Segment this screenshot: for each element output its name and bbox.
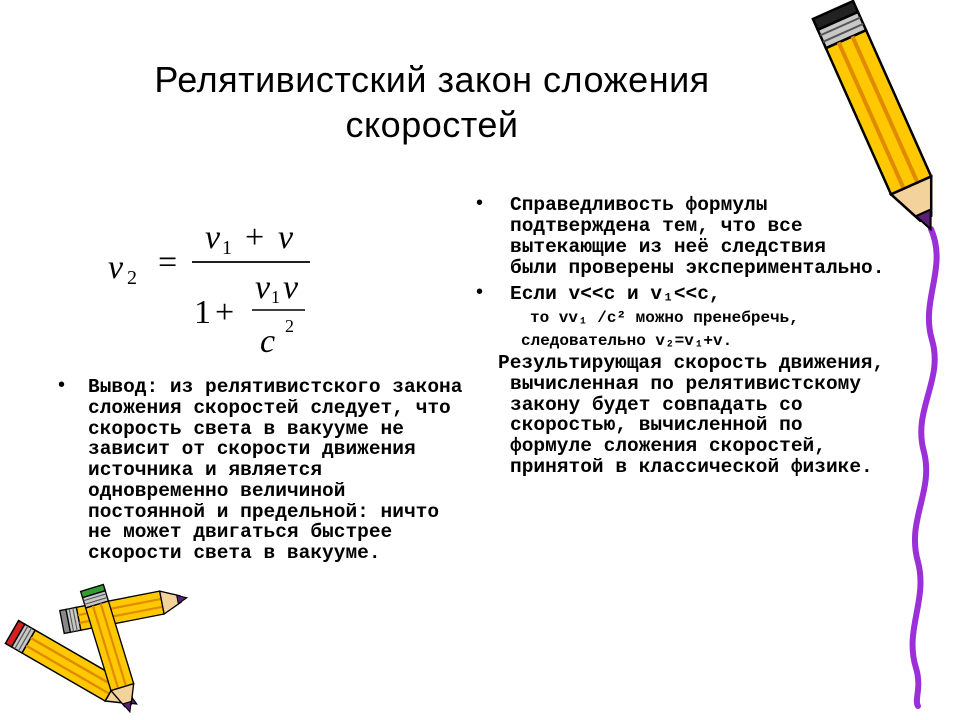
paragraph-line: Если v<<c и v₁<<c, — [510, 283, 721, 305]
formula-lhs-subscript: 2 — [127, 267, 137, 289]
paragraph-line: сложения скоростей следует, что — [88, 396, 451, 419]
paragraph-line: вычисленная по релятивистскому — [510, 372, 862, 395]
bullet-marker: • — [476, 192, 484, 214]
formula-denominator-one: 1 — [194, 294, 211, 331]
bullet-marker: • — [58, 374, 66, 396]
formula-numerator-plus: + — [245, 219, 265, 256]
formula-inner-numerator-variable: v — [255, 269, 271, 306]
paragraph-line: одновременно величиной — [88, 479, 346, 502]
paragraph-line: скоростью, вычисленной по — [510, 414, 803, 437]
validity-paragraph — [510, 195, 884, 279]
paragraph-line: источника и является — [88, 459, 323, 481]
conclusion-paragraph — [88, 377, 462, 564]
condition-line — [510, 284, 721, 305]
formula-numerator-variable: v — [205, 219, 221, 256]
paragraph-line: закону будет совпадать со — [510, 393, 803, 416]
paragraph-line: постоянной и предельной: ничто — [88, 500, 440, 523]
paragraph-line: не может двигаться быстрее — [88, 521, 393, 544]
paragraph-line: подтверждена тем, что все — [510, 215, 803, 237]
formula-lhs-variable: v — [108, 249, 124, 286]
velocity-addition-formula — [100, 210, 330, 370]
formula-inner-denominator-variable: c — [260, 323, 276, 360]
slide-title — [0, 57, 864, 147]
paragraph-line: Справедливость формулы — [510, 194, 768, 216]
paragraph-line: скорость света в вакууме не — [88, 417, 404, 440]
note-line: следовательно v₂=v₁+v. — [521, 332, 733, 350]
formula-inner-numerator-subscript: 1 — [271, 287, 280, 307]
bullet-marker: • — [476, 281, 484, 303]
slide-title-line: скоростей — [345, 104, 519, 145]
note-line: то vv₁ /c² можно пренебречь, — [530, 309, 799, 327]
paragraph-line: Результирующая скорость движения, — [498, 352, 885, 374]
formula-numerator-variable: v — [278, 219, 294, 256]
paragraph-line: вытекающие из неё следствия — [510, 236, 826, 258]
formula-denominator-plus: + — [215, 294, 235, 331]
result-paragraph — [498, 352, 885, 478]
formula-inner-numerator-variable: v — [283, 269, 299, 306]
paragraph-line: формуле сложения скоростей, — [510, 435, 826, 458]
paragraph-line: Вывод: из релятивистского закона — [88, 376, 463, 398]
slide-title-line: Релятивистский закон сложения — [154, 59, 710, 100]
paragraph-line: зависит от скорости движения — [88, 438, 416, 461]
paragraph-line: принятой в классической физике. — [510, 455, 873, 478]
paragraph-line: скорости света в вакууме. — [88, 542, 381, 564]
formula-numerator-subscript: 1 — [222, 237, 232, 259]
paragraph-line: были проверены экспериментально. — [510, 257, 885, 279]
formula-equals-sign: = — [158, 244, 178, 281]
wavy-line-decoration — [913, 229, 937, 706]
pencil-icon — [60, 586, 189, 633]
formula-inner-denominator-exponent: 2 — [285, 316, 294, 336]
